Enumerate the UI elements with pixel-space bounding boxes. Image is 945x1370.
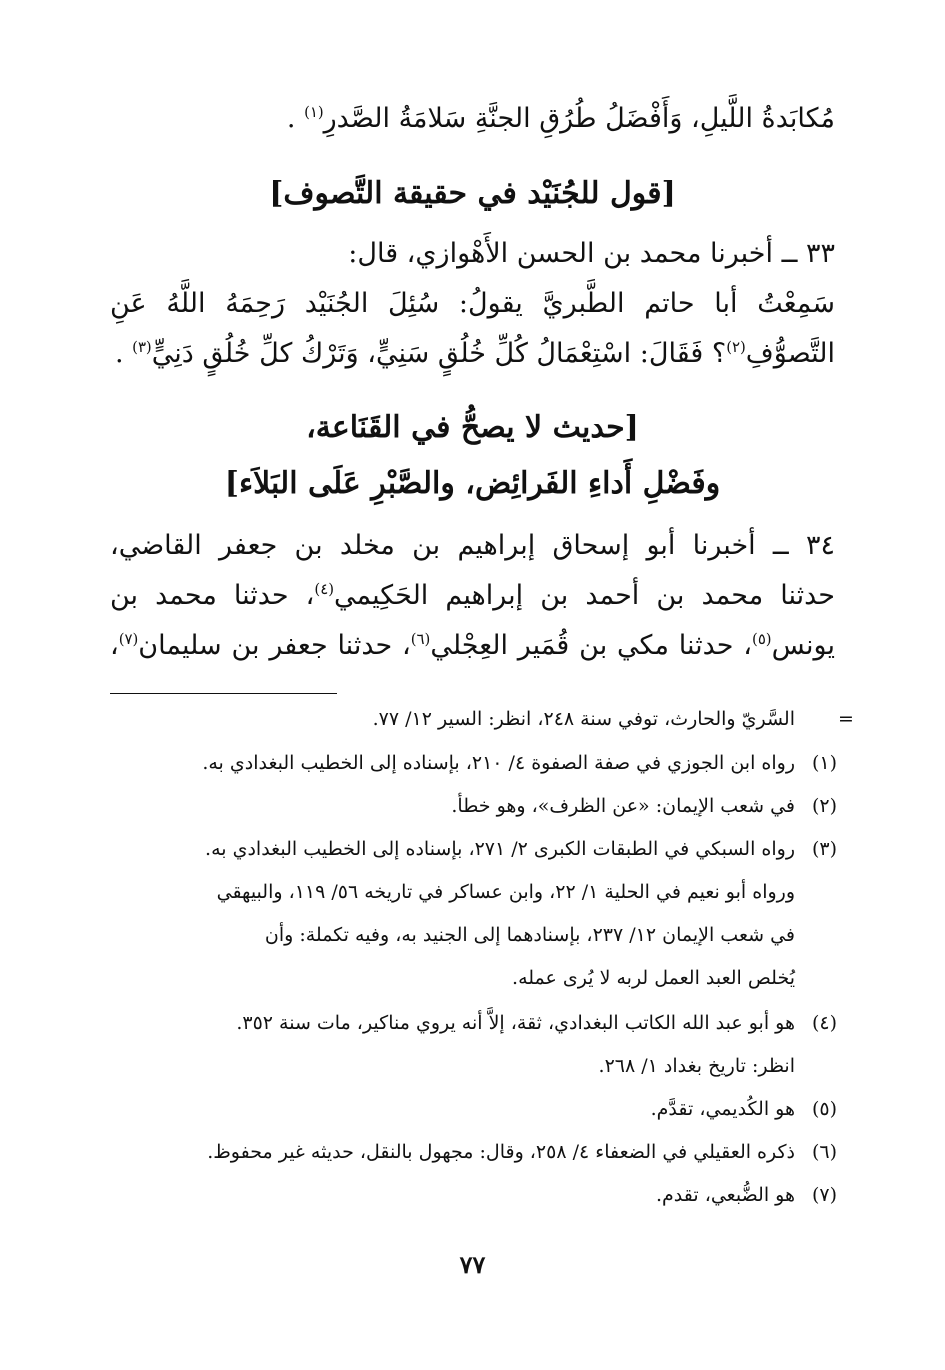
footnote-6: (٦)ذكره العقيلي في الضعفاء ٤/ ٢٥٨، وقال: مجهول بالنقل، حديثه غير محفوظ.	[207, 1141, 837, 1163]
text-line-2: سَمِعْتُ أبا حاتم الطَّبريَّ يقولُ: سُئِلَ الجُنَيْد رَحِمَهُ اللَّهُ عَنِ	[110, 288, 835, 319]
footnote-3-line-2: ورواه أبو نعيم في الحلية ١/ ٢٢، وابن عساكر في تاريخه ٥٦/ ١١٩، والبيهقي	[216, 881, 795, 903]
text-line-1: مُكابَدةُ اللَّيلِ، وَأَفْضَلُ طُرُقِ الجنَّةِ سَلامَةُ الصَّدرِ$^{(١)}$ .	[286, 103, 835, 134]
footnote-7: (٧)هو الضُّبعي، تقدم.	[655, 1184, 837, 1206]
footnote-3-line-3: في شعب الإيمان ١٢/ ٢٣٧، بإسنادهما إلى الجنيد به، وفيه تكملة: وأن	[264, 924, 795, 946]
section-heading: [قول للجُنَيْد في حقيقة التَّصوف]	[269, 176, 676, 211]
footnote-continuation: السَّريّ والحارث، توفي سنة ٢٤٨، انظر: السير ١٢/ ٧٧.	[372, 708, 795, 730]
footnote-separator	[110, 693, 337, 694]
footnote-1: (١)رواه ابن الجوزي في صفة الصفوة ٤/ ٢١٠، بإسناده إلى الخطيب البغدادي به.	[202, 752, 837, 774]
footnote-2: (٢)في شعب الإيمان: «عن الظرف»، وهو خطأ.	[451, 795, 837, 817]
text-line-5: يونس$^{(٥)}$، حدثنا مكي بن قُمَير العِجْلي$^{(٦)}$، حدثنا جعفر بن سليمان$^{(٧)}$،	[110, 630, 835, 661]
item-34: ٣٤ ــ أخبرنا أبو إسحاق إبراهيم بن مخلد بن جعفر القاضي،	[110, 530, 835, 561]
continuation-marker: =	[838, 708, 854, 730]
footnote-4-line-2: انظر: تاريخ بغداد ١/ ٢٦٨.	[598, 1055, 795, 1077]
item-33: ٣٣ ــ أخبرنا محمد بن الحسن الأَهْوازي، قال:	[348, 238, 835, 269]
footnote-3: (٣)رواه السبكي في الطبقات الكبرى ٢/ ٢٧١، بإسناده إلى الخطيب البغدادي به.	[205, 838, 837, 860]
footnote-4: (٤)هو أبو عبد الله الكاتب البغدادي، ثقة، إلاَّ أنه يروي مناكير، مات سنة ٣٥٢.	[236, 1012, 837, 1034]
footnote-5: (٥)هو الكُديمي، تقدَّم.	[650, 1098, 837, 1120]
footnote-3-line-4: يُخلص العبد العمل لربه لا يُرى عمله.	[512, 967, 795, 989]
text-line-4: حدثنا محمد بن أحمد بن إبراهيم الحَكِيمي$^{(٤)}$، حدثنا محمد بن	[110, 580, 835, 611]
text-line-3: التَّصوُّفِ$^{(٢)}$؟ فَقَالَ: اسْتِعْمَالُ كُلِّ خُلُقٍ سَنِيٍّ، وَتَرْكُ كلِّ خُلُقٍ دَنِيٍّ$^{(٣)}$ .	[114, 338, 835, 369]
page-number: ٧٧	[459, 1250, 486, 1279]
section-heading: وفَضْلِ أَداءِ الفَرائِض، والصَّبْرِ عَلَى البَلاَء]	[224, 466, 721, 501]
section-heading: [حديث لا يصحُّ في القَنَاعة،	[306, 410, 639, 445]
